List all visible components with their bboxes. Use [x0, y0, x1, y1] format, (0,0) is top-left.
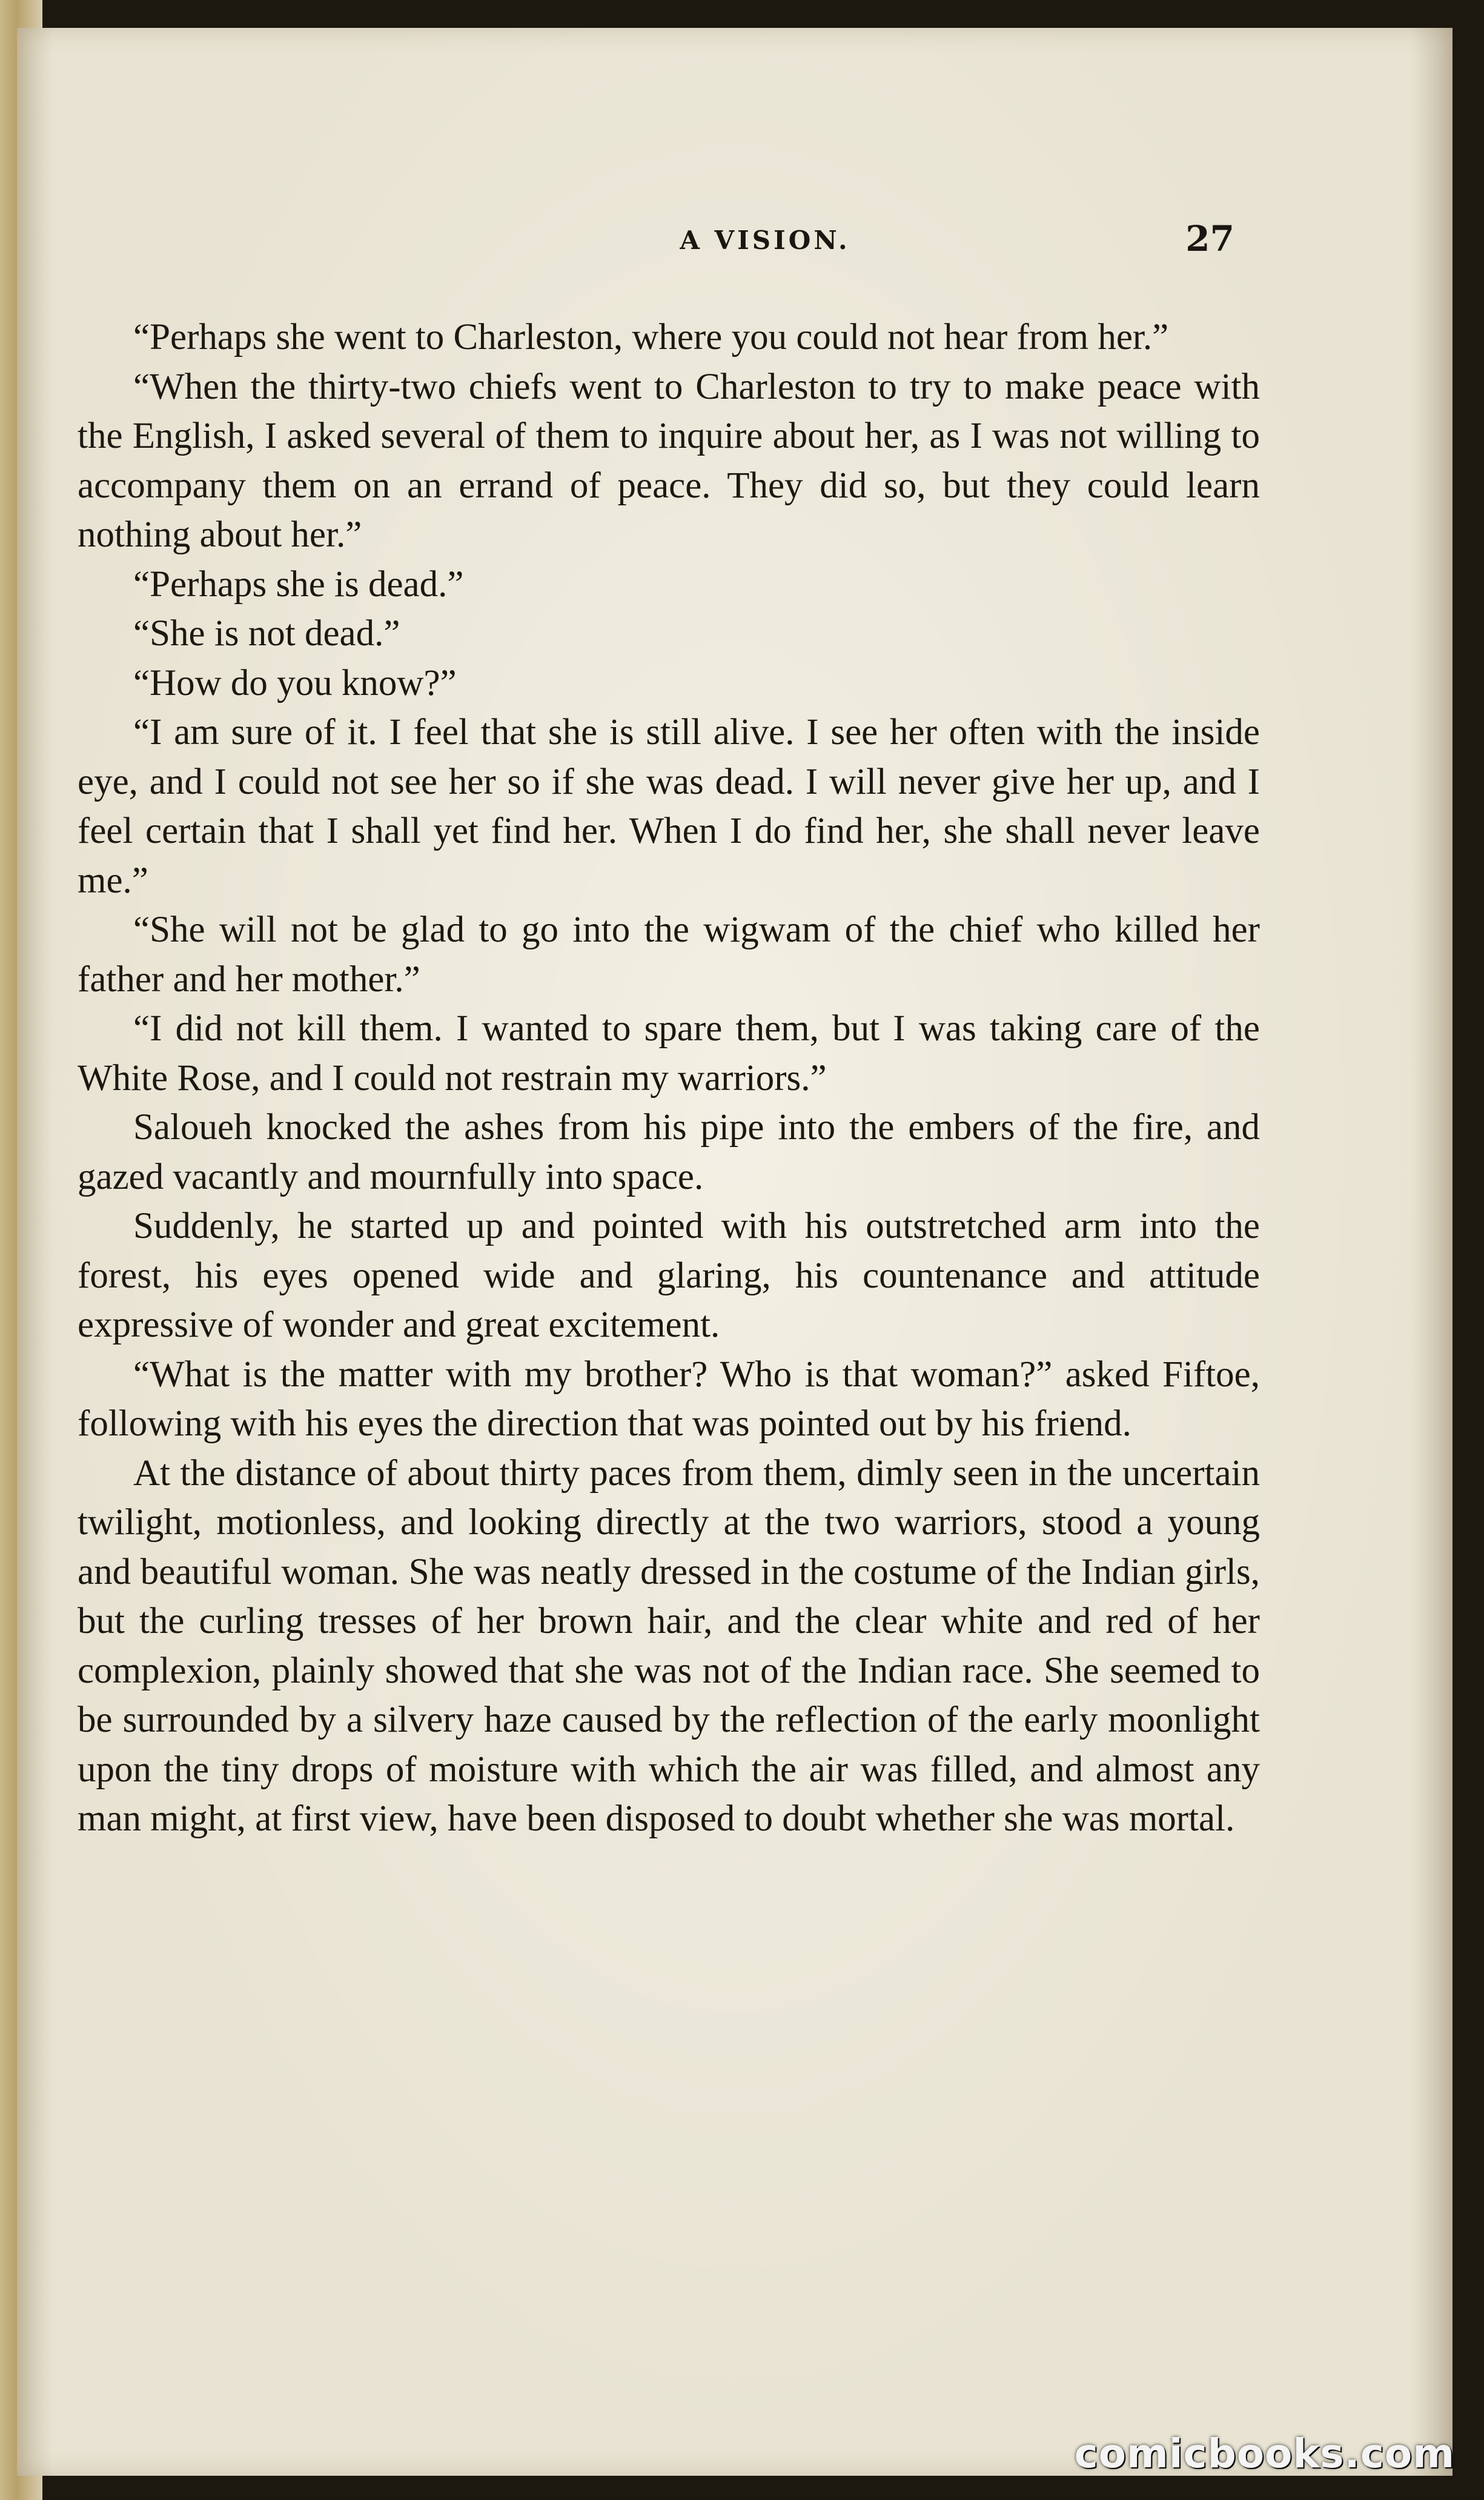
paragraph: “I did not kill them. I wanted to spare them, but I was taking care of the White Rose, and I could not restrain my warriors.” — [78, 1008, 1260, 1099]
paragraph: “What is the matter with my brother? Who is that woman?” asked Fiftoe, following with his eyes the direction that was pointed out by his friend. — [78, 1354, 1260, 1444]
paragraph: “She is not dead.” — [133, 613, 400, 654]
paragraph: “Perhaps she is dead.” — [133, 563, 464, 605]
paragraph: “When the thirty-two chiefs went to Charleston to try to make peace with the English, I asked several of them to inquire about her, as I was not willing to accompany them on an errand of peace. They did so, but they could learn nothing about her.” — [78, 366, 1260, 555]
book-page — [17, 28, 1453, 2476]
page-header — [78, 218, 1453, 270]
paragraph: “Perhaps she went to Charleston, where you could not hear from her.” — [133, 317, 1169, 357]
paragraph: At the distance of about thirty paces from them, dimly seen in the uncertain twilight, motionless, and looking directly at the two warriors, stood a young and beautiful woman. She was neatly dressed in the costume of the Indian girls, but the curling tresses of her brown hair, and the clear white and red of her complexion, plainly showed that she was not of the Indian race. She seemed to be surrounded by a silvery haze caused by the reflection of the early moonlight upon the tiny drops of moisture with which the air was filled, and almost any man might, at first view, have been disposed to doubt whether she was mortal. — [78, 1452, 1260, 1839]
watermark-logo: comicbooks.com — [1074, 2430, 1455, 2477]
paragraph: Saloueh knocked the ashes from his pipe into the embers of the fire, and gazed vacantly and mournfully into space. — [78, 1107, 1260, 1197]
paragraph: “I am sure of it. I feel that she is still alive. I see her often with the inside eye, and I could not see her so if she was dead. I will never give her up, and I feel certain that I shall yet find her. When I do find her, she shall never leave me.” — [78, 712, 1260, 901]
paragraph: “How do you know?” — [133, 662, 457, 703]
body-text — [78, 313, 1260, 1844]
paragraph: “She will not be glad to go into the wigwam of the chief who killed her father and her mother.” — [78, 909, 1260, 1000]
page-number: 27 — [1185, 218, 1234, 259]
paragraph: Suddenly, he started up and pointed with his outstretched arm into the forest, his eyes opened wide and glaring, his countenance and attitude expressive of wonder and great excitement. — [78, 1206, 1260, 1345]
running-head: A VISION. — [680, 225, 850, 255]
